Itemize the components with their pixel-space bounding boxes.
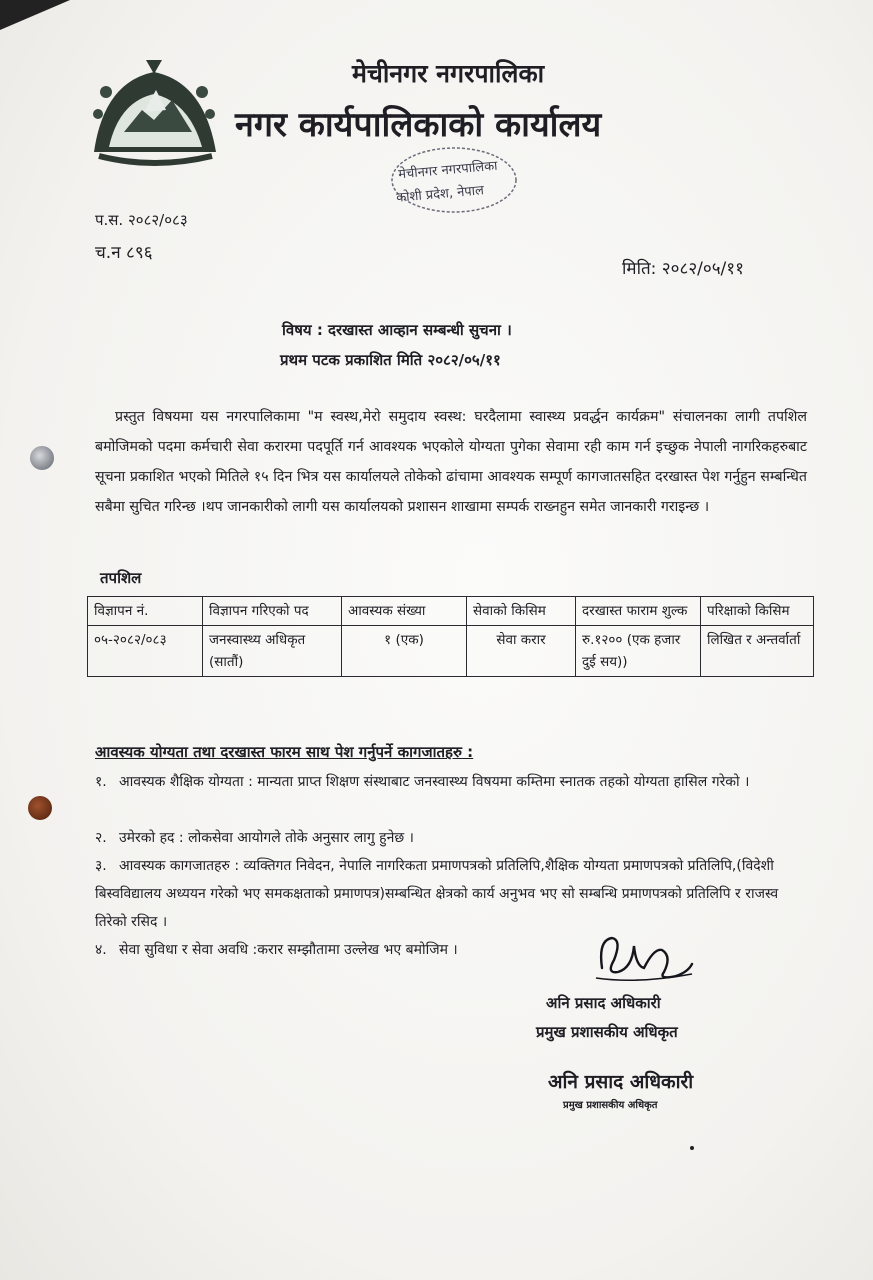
photo-corner: [0, 0, 70, 30]
requirement-number: २.: [95, 830, 107, 846]
dispatch-number: च.न ८९६: [95, 243, 153, 263]
post-stamp: प्रमुख प्रशासकीय अधिकृत: [563, 1100, 658, 1111]
letter-date: मिति: २०८२/०५/११: [622, 259, 744, 279]
requirement-number: १.: [95, 774, 107, 790]
requirement-item: [95, 852, 795, 936]
letter-number: प.स. २०८२/०८३: [95, 211, 188, 229]
nepal-emblem-icon: [84, 52, 224, 170]
ink-dot: [690, 1146, 694, 1150]
table-row: [88, 626, 814, 677]
requirement-text: आवस्यक कागजातहरु : व्यक्तिगत निवेदन, नेपालि नागरिकता प्रमाणपत्रको प्रतिलिपि,शैक्षिक योग्यता प्रमाणपत्रको प्रतिलिपि,(विदेशी बिस्वविद्यालय अध्ययन गरेको भए समकक्षताको प्रमाणपत्र)सम्बन्धित क्षेत्रको कार्य अनुभव भए सो सम्बन्धि प्रमाणपत्रको प्रतिलिपि र राजस्व तिरेको रसिद ।: [95, 858, 779, 930]
header-cell: विज्ञापन गरिएको पद: [203, 597, 342, 626]
stamp-line-2: कोशी प्रदेश, नेपाल: [395, 183, 485, 206]
signature-icon: [588, 928, 698, 988]
table-cell: ०५-२०८२/०८३: [88, 626, 203, 677]
published-date-line: प्रथम पटक प्रकाशित मिति २०८२/०५/११: [280, 351, 501, 369]
name-stamp: अनि प्रसाद अधिकारी: [548, 1071, 694, 1093]
requirement-text: आवस्यक शैक्षिक योग्यता : मान्यता प्राप्त शिक्षण संस्थाबाट जनस्वास्थ्य विषयमा कम्तिमा स्नातक तहको योग्यता हासिल गरेको ।: [119, 774, 750, 790]
table-header-row: [88, 597, 814, 626]
header-cell: विज्ञापन नं.: [88, 597, 203, 626]
requirements-heading: आवस्यक योग्यता तथा दरखास्त फारम साथ पेश गर्नुपर्ने कागजातहरु :: [95, 743, 474, 761]
punch-hole-bottom: [28, 796, 52, 820]
requirement-text: उमेरको हद : लोकसेवा आयोगले तोके अनुसार लागु हुनेछ ।: [119, 830, 414, 846]
requirement-item: [95, 768, 795, 796]
header-cell: सेवाको किसिम: [467, 597, 576, 626]
header-cell: परिक्षाको किसिम: [701, 597, 814, 626]
requirement-item: [95, 824, 795, 852]
table-cell: रु.१२०० (एक हजार दुई सय)): [576, 626, 701, 677]
header-cell: आवस्यक संख्या: [342, 597, 467, 626]
header-cell: दरखास्त फाराम शुल्क: [576, 597, 701, 626]
subject-line: विषय : दरखास्त आव्हान सम्बन्धी सुचना ।: [282, 321, 512, 339]
stamp-line-1: मेचीनगर नगरपालिका: [397, 158, 499, 183]
table-cell: जनस्वास्थ्य अधिकृत (सातौं): [203, 626, 342, 677]
table-cell: १ (एक): [342, 626, 467, 677]
body-paragraph: प्रस्तुत विषयमा यस नगरपालिकामा "म स्वस्थ,मेरो समुदाय स्वस्थ: घरदैलामा स्वास्थ्य प्रवर्द्धन कार्यक्रम" संचालनका लागी तपशिल बमोजिमको पदमा कर्मचारी सेवा करारमा पदपूर्ति गर्न आवश्यक भएकोले योग्यता पुगेका सेवामा रही काम गर्न इच्छुक नेपाली नागरिकहरुबाट सूचना प्रकाशित भएको मितिले १५ दिन भित्र यस कार्यालयले तोकेको ढांचामा आवश्यक सम्पूर्ण कागजातसहित दरखास्त पेश गर्नुहुन सम्बन्धित सबैमा सुचित गरिन्छ ।थप जानकारीको लागी यस कार्यालयको प्रशासन शाखामा सम्पर्क राख्नहुन समेत जानकारी गराइन्छ ।: [95, 409, 807, 515]
requirement-number: ४.: [95, 942, 107, 958]
punch-hole-top: [30, 446, 54, 470]
signatory-name: अनि प्रसाद अधिकारी: [546, 994, 661, 1012]
requirement-text: सेवा सुविधा र सेवा अवधि :करार सम्झौतामा उल्लेख भए बमोजिम ।: [119, 942, 458, 958]
municipality-name: मेचीनगर नगरपालिका: [352, 59, 545, 88]
table-caption: तपशिल: [100, 569, 142, 587]
signatory-post: प्रमुख प्रशासकीय अधिकृत: [536, 1023, 678, 1041]
table-cell: लिखित र अन्तर्वार्ता: [701, 626, 814, 677]
table-cell: सेवा करार: [467, 626, 576, 677]
requirement-number: ३.: [95, 858, 107, 874]
vacancy-table: [87, 596, 814, 677]
office-title: नगर कार्यपालिकाको कार्यालय: [235, 105, 602, 145]
